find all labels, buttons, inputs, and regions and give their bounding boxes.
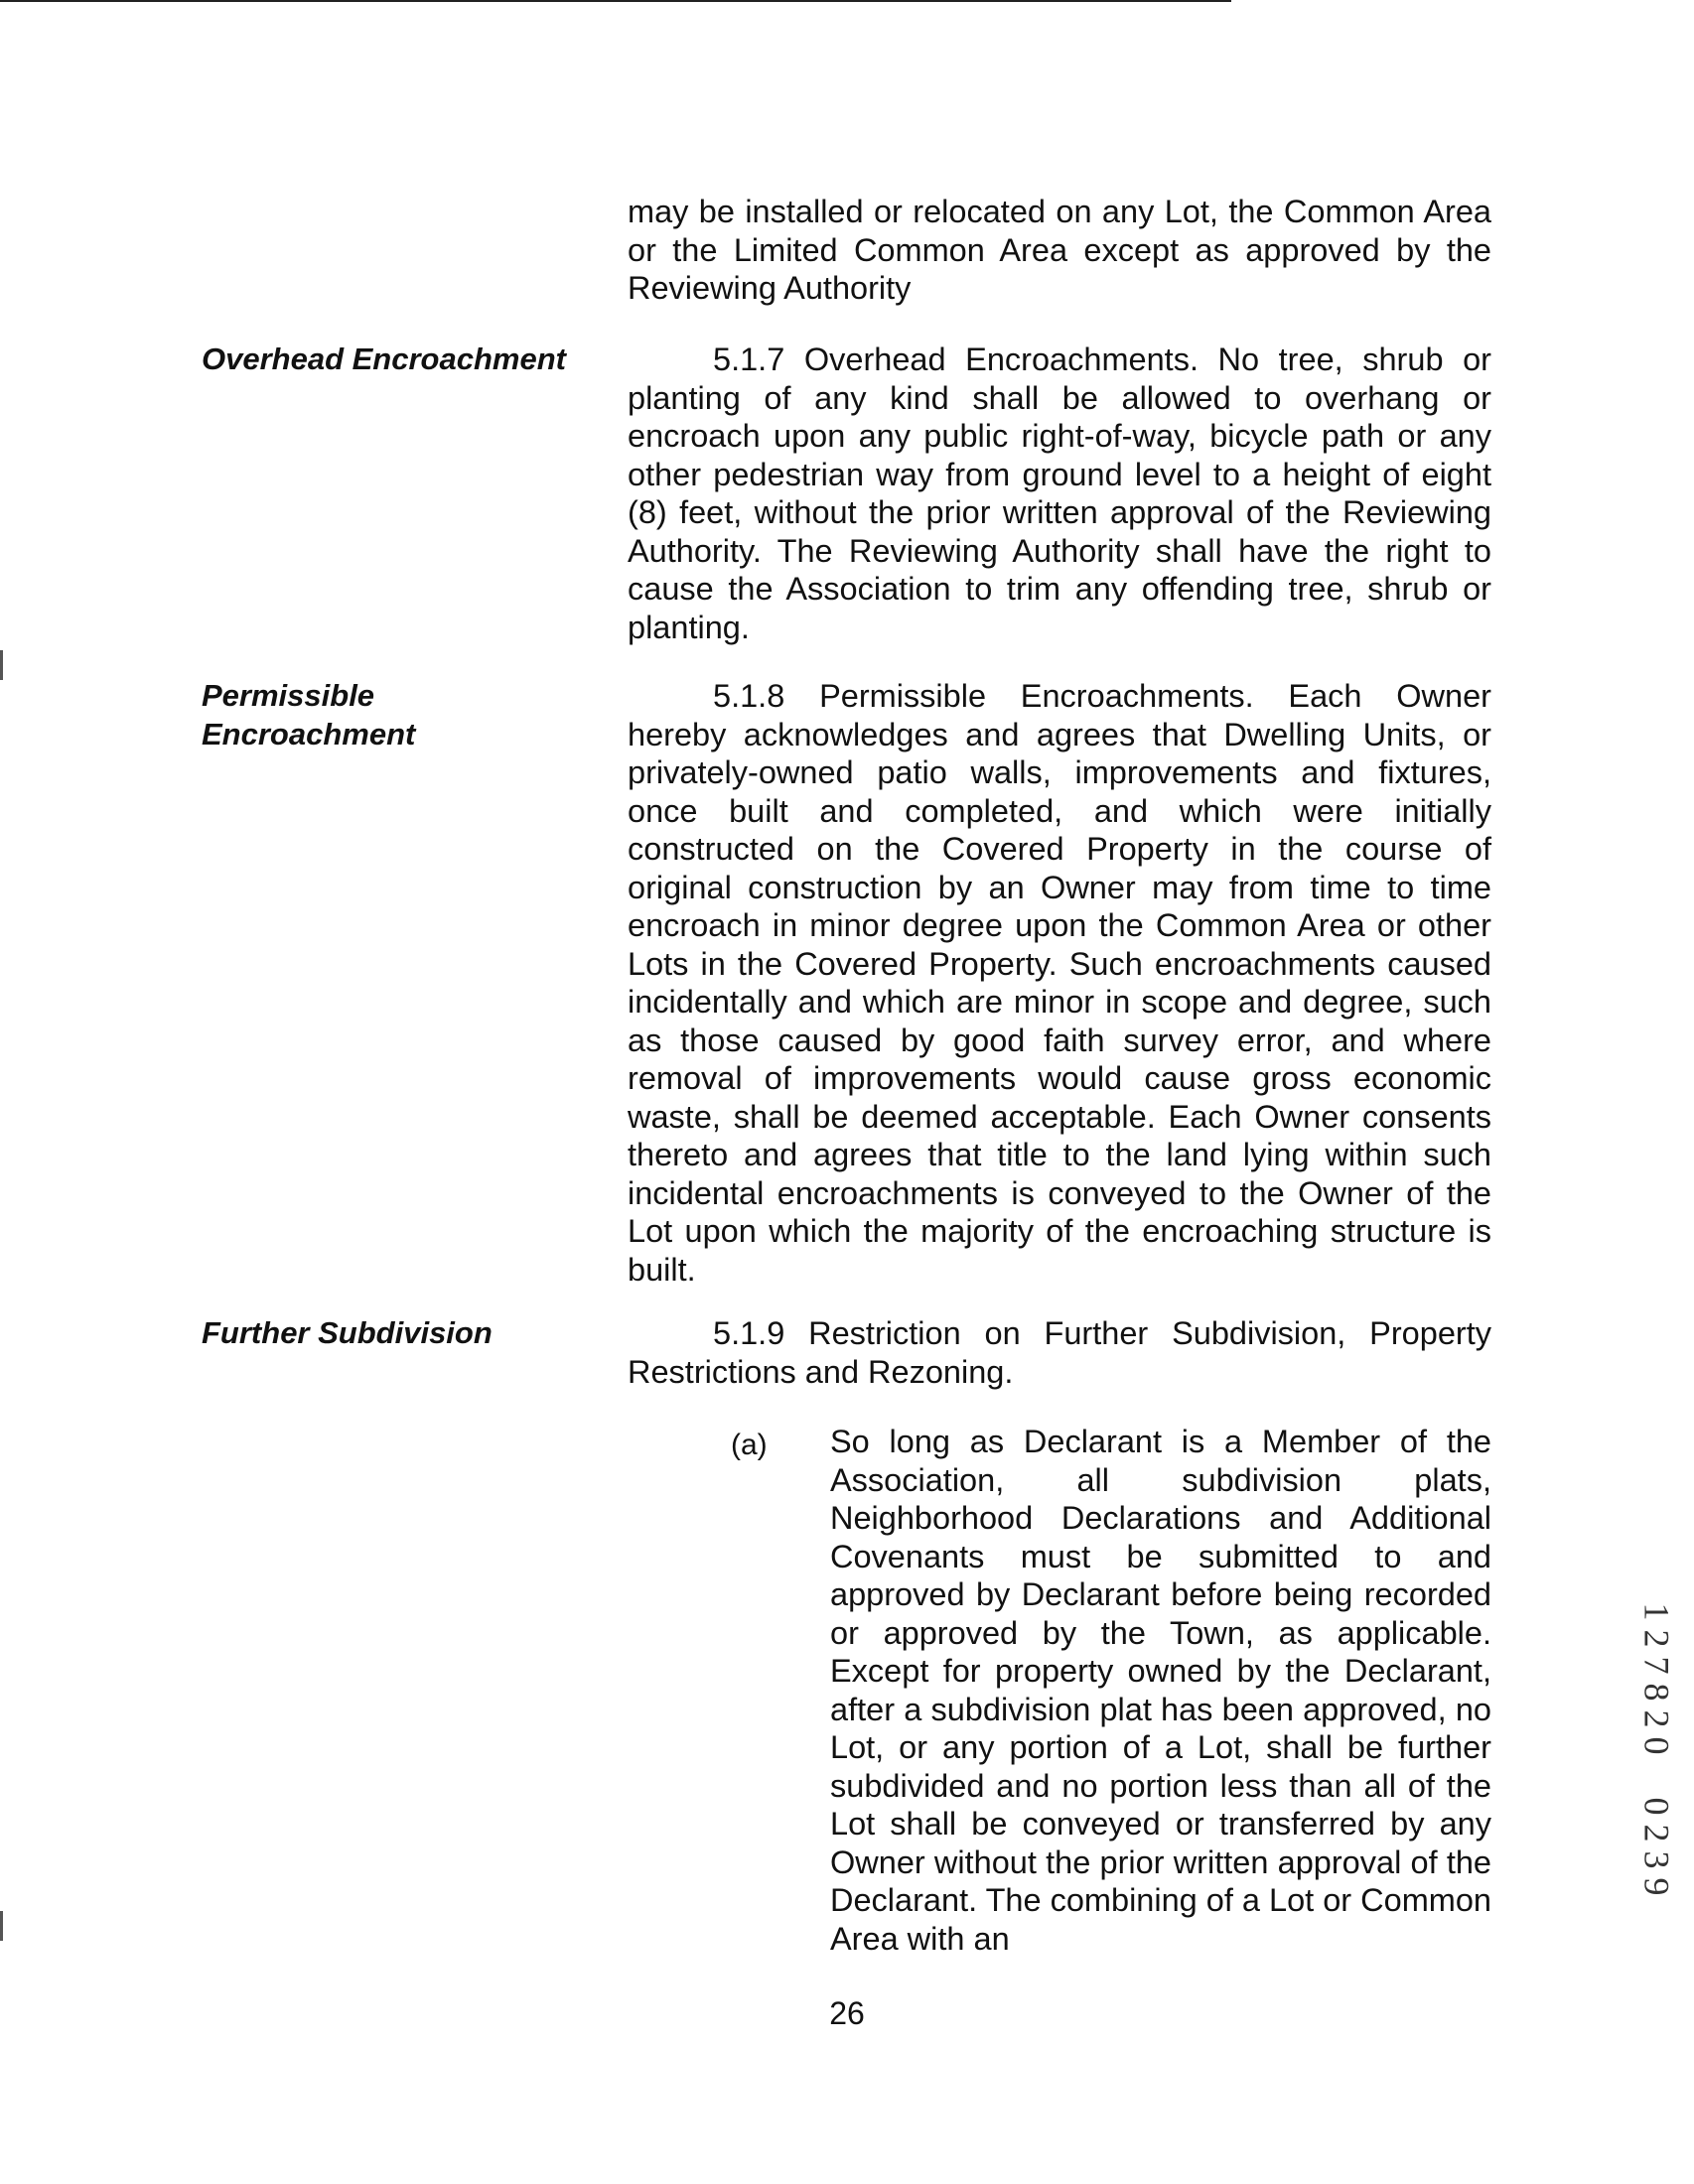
recording-stamp-digit: 7 <box>1636 1656 1677 1675</box>
recording-stamp-digit: 3 <box>1636 1850 1677 1869</box>
recording-stamp-digit: 2 <box>1636 1709 1677 1728</box>
recording-stamp-digit: 2 <box>1636 1629 1677 1648</box>
margin-heading-line: Permissible <box>202 678 375 713</box>
recording-stamp-digits <box>1636 1598 1677 1900</box>
recording-stamp-digit: 9 <box>1636 1877 1677 1896</box>
page-number: 26 <box>829 1995 865 2031</box>
margin-heading-overhead-encroachment: Overhead Encroachment <box>202 341 566 376</box>
margin-heading-permissible-encroachment <box>202 677 619 753</box>
subsection-a-paragraph: So long as Declarant is a Member of the Association, all subdivision plats, Neighborhood Declarations and Additional Covenants must be submitted to and approved by Declarant before being recorded or approved by the Town, as applicable. Except for property owned by the Declarant, after a subdivision plat has been approved, no Lot, or any portion of a Lot, shall be further subdivided and no portion less than all of the Lot shall be conveyed or transferred by any Owner without the prior written approval of the Declarant. The combining of a Lot or Common Area with an <box>830 1424 1491 1957</box>
section-5-1-8-paragraph: 5.1.8 Permissible Encroachments. Each Owner hereby acknowledges and agrees that Dwelling Units, or privately-owned patio walls, improvements and fixtures, once built and completed, and which were initially constructed on the Covered Property in the course of original construction by an Owner may from time to time encroach in minor degree upon the Common Area or other Lots in the Covered Property. Such encroachments caused incidentally and which are minor in scope and degree, such as those caused by good faith survey error, and where removal of improvements would cause gross economic waste, shall be deemed acceptable. Each Owner consents thereto and agrees that title to the land lying within such incidental encroachments is conveyed to the Owner of the Lot upon which the majority of the encroaching structure is built. <box>628 678 1491 1288</box>
margin-heading-further-subdivision: Further Subdivision <box>202 1315 493 1350</box>
top-border-line <box>0 0 1231 2</box>
section-5-1-9-paragraph: 5.1.9 Restriction on Further Subdivision, Property Restrictions and Rezoning. <box>628 1315 1491 1390</box>
recording-stamp-digit: 8 <box>1636 1683 1677 1702</box>
margin-heading-line: Encroachment <box>202 716 416 751</box>
recording-stamp-digit: 1 <box>1636 1602 1677 1621</box>
recording-stamp-digit: 0 <box>1636 1736 1677 1755</box>
subsection-label: (a) <box>731 1429 768 1461</box>
left-edge-mark <box>0 1911 3 1941</box>
recording-stamp <box>1636 1598 1677 1900</box>
recording-stamp-digit: 0 <box>1636 1797 1677 1816</box>
section-5-1-7-paragraph: 5.1.7 Overhead Encroachments. No tree, shrub or planting of any kind shall be allowed to overhang or encroach upon any public right-of-way, bicycle path or any other pedestrian way from ground level to a height of eight (8) feet, without the prior written approval of the Reviewing Authority. The Reviewing Authority shall have the right to cause the Association to trim any offending tree, shrub or planting. <box>628 341 1491 645</box>
continuation-paragraph: may be installed or relocated on any Lot, the Common Area or the Limited Common Area except as approved by the Reviewing Authority <box>628 194 1491 306</box>
left-edge-mark <box>0 650 3 680</box>
recording-stamp-gap <box>1639 1760 1673 1792</box>
recording-stamp-digit: 2 <box>1636 1824 1677 1843</box>
